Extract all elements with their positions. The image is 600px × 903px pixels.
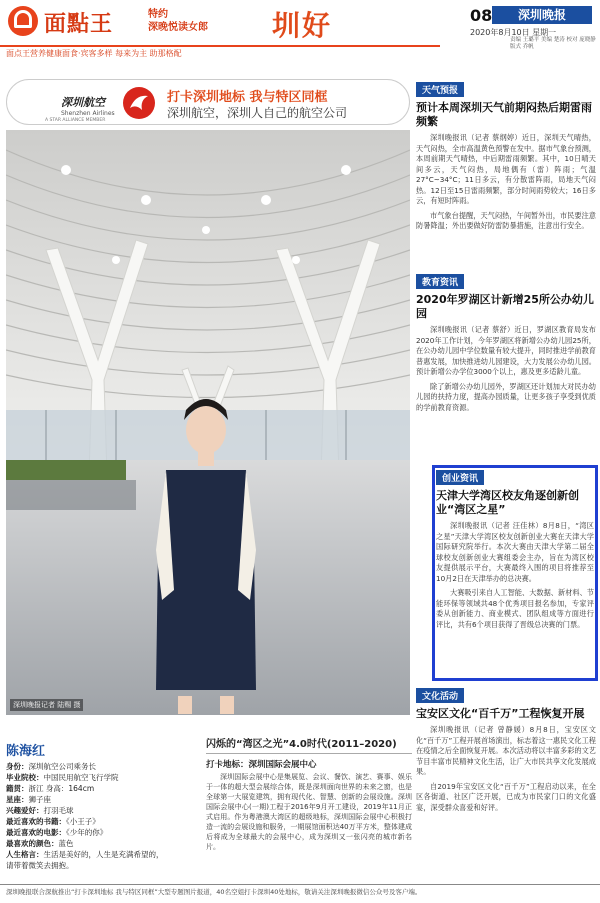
ad-tagline: 深圳航空，深圳人自己的航空公司 bbox=[167, 106, 348, 120]
profile-row bbox=[6, 816, 202, 827]
footer-rule bbox=[0, 884, 600, 885]
profile-row-key: 最近喜欢的书籍： bbox=[6, 817, 66, 826]
editor-credits: 责编 王璐平 美编 楚涛 校对 庞晓静 版式 乔帆 bbox=[510, 37, 596, 50]
main-photo bbox=[6, 130, 410, 715]
section-title: 圳好 bbox=[272, 9, 333, 42]
profile-row-key: 毕业院校： bbox=[6, 773, 44, 782]
brand-sub-line-2: 深晚悦读女郎 bbox=[148, 22, 208, 33]
profile-row bbox=[6, 849, 202, 860]
ad-headline: 打卡深圳地标 我与特区同框 bbox=[167, 90, 328, 105]
airline-ad-banner bbox=[6, 79, 410, 125]
weather-body-1: 深圳晚报讯（记者 蔡纲婷）近日，深圳天气晴热，天气闷热，全市高温黄色预警在发中。据市气象台预测，本周前期天气晴热，中后期雷雨频繁。其中，10日晴天间多云，天气闷热，局地偶有（雷）阵雨；气温27°C~34°C；11日多云，有分散雷阵雨，局地天气闷热。12日至15日雷雨频繁，部分时间雨势较大；16日多云，有短时阵雨。 bbox=[416, 133, 596, 205]
tianjin-body-1: 深圳晚报讯（记者 汪佳林）8月8日，“湾区之星”天津大学湾区校友创新创业大赛在天津大学国际研究院举行。本次大赛由天津大学第二届全球校友创新创业大赛组委会主办，旨在为湾区校友提供展示平台，大赛最终入围的项目将推荐至10月2日在天津举办的总决赛。 bbox=[436, 521, 594, 583]
tianjin-title: 天津大学湾区校友角逐创新创业“湾区之星” bbox=[436, 489, 579, 516]
education-body-2: 除了新增公办幼儿园外，罗湖区还计划加大对民办幼儿园的扶持力度，提高办园质量，让更多孩子享受到优质的学前教育资源。 bbox=[416, 381, 596, 412]
profile-row bbox=[6, 827, 202, 838]
landmark-body: 深圳国际会展中心是集展览、会议、餐饮、演艺、赛事、娱乐于一体的超大型会展综合体，既是深圳面向世界的未来之窗，也是全球第一大展览建筑，拥有现代化、智慧、创新的会展设施。深圳国际会展中心(一期)工程于2016年9月开工建设，2019年11月正式启用。作为粤港澳大湾区的超级地标，深圳国际会展中心积极打造一流的会展设施和服务，一期展馆面积达40万平方米，整体建成后将成为全球最大的会展中心，成为深圳又一张闪亮的城市新名片。 bbox=[206, 773, 412, 851]
slogan-bar: 面点王营养健康面食·宾客多样 每来为主 助那格配 bbox=[6, 49, 182, 58]
airline-name-en: Shenzhen Airlines bbox=[61, 110, 115, 117]
page-number: 08 bbox=[470, 6, 493, 25]
weather-title: 预计本周深圳天气前期闷热后期雷雨频繁 bbox=[416, 101, 592, 128]
profile-row bbox=[6, 794, 202, 805]
profile-row bbox=[6, 772, 202, 783]
profile-row bbox=[6, 783, 202, 794]
highlight-frame bbox=[432, 465, 598, 681]
photo-credit: 深圳晚报记者 陆赐 摄 bbox=[10, 699, 83, 711]
weather-tag: 天气预报 bbox=[416, 82, 464, 97]
alliance-label: A STAR ALLIANCE MEMBER bbox=[45, 118, 106, 123]
profile-row-value: 蓝色 bbox=[58, 839, 74, 848]
profile-row-value: 《小王子》 bbox=[66, 817, 100, 826]
tianjin-body-2: 大赛吸引来自人工智能、大数据、新材料、节能环保等领域共48个优秀项目报名参加，专家评委从创新能力、商业模式、团队组成等方面进行评比，共有6个项目获得了晋级总决赛的门票。 bbox=[436, 588, 594, 629]
terminal-illustration bbox=[6, 130, 410, 715]
profile-row bbox=[6, 805, 202, 816]
culture-body-2: 自2019年宝安区文化“百千万”工程启动以来，在全区各街道、社区广泛开展，已成为市民家门口的文化盛宴，深受群众喜爱和好评。 bbox=[416, 781, 596, 812]
issue-date: 2020年8月10日 星期一 bbox=[470, 28, 557, 37]
culture-title: 宝安区文化“百千万”工程恢复开展 bbox=[416, 707, 585, 720]
profile-details bbox=[6, 761, 202, 871]
profile-row bbox=[6, 860, 202, 871]
profile-row-value: 中国民用航空飞行学院 bbox=[43, 773, 119, 782]
weather-body-2: 市气象台提醒，天气闷热，午间暂外出，市民要注意防暑降温；外出要做好防雷防暴措施，注意出行安全。 bbox=[416, 210, 596, 230]
education-article bbox=[416, 270, 596, 413]
profile-row bbox=[6, 761, 202, 772]
profile-row-value: 《少年的你》 bbox=[66, 828, 108, 837]
profile-row-key: 身份： bbox=[6, 762, 29, 771]
profile-row-key: 最近喜欢的电影： bbox=[6, 828, 66, 837]
brand-subtitle bbox=[148, 8, 208, 34]
profile-row-value: 生活是美好的，人生是充满希望的， bbox=[43, 850, 164, 859]
landmark-column-heading: 闪烁的“湾区之光”4.0时代(2011–2020) bbox=[206, 735, 412, 754]
profile-row-key: 籍贯： bbox=[6, 784, 29, 793]
profile-row-value: 狮子座 bbox=[28, 795, 51, 804]
footer-note: 深圳晚报联合深航推出“打卡深圳地标 我与特区同框”大型专题图片报道，40名空姐打卡深圳40处地标，敬请关注深圳晚报微信公众号及客户端。 bbox=[6, 888, 422, 896]
landmark-subtitle: 打卡地标：深圳国际会展中心 bbox=[206, 760, 317, 770]
profile-row-key: 兴趣爱好： bbox=[6, 806, 44, 815]
education-title: 2020年罗湖区计新增25所公办幼儿园 bbox=[416, 293, 594, 320]
profile-row-key: 最喜欢的颜色： bbox=[6, 839, 59, 848]
brand-name: 面點王 bbox=[44, 11, 114, 37]
landmark-column bbox=[206, 735, 412, 883]
brand-logo-icon bbox=[8, 6, 38, 36]
profile-row-value: 打羽毛球 bbox=[43, 806, 74, 815]
education-body-1: 深圳晚报讯（记者 蔡舒）近日，罗湖区教育局发布2020年工作计划，今年罗湖区将新增公办幼儿园25所，在公办幼儿园中学位数量有较大提升，同时推进学前教育普惠发展，加快推进幼儿园建设，大力发展公办幼儿园。预计新增公办学位3000个以上，惠及更多适龄儿童。 bbox=[416, 325, 596, 376]
profile-row-key: 人生格言： bbox=[6, 850, 44, 859]
profile-row-value: 请带着微笑去拥抱。 bbox=[6, 861, 74, 870]
profile-row-value: 深圳航空公司乘务长 bbox=[28, 762, 96, 771]
brand-sub-line-1: 特约 bbox=[148, 9, 168, 20]
airline-name-cn: 深圳航空 bbox=[61, 96, 105, 109]
phoenix-logo-icon bbox=[122, 86, 156, 120]
education-tag: 教育资讯 bbox=[416, 274, 464, 289]
tianjin-tag: 创业资讯 bbox=[436, 470, 484, 485]
culture-article bbox=[416, 684, 596, 813]
profile-row-key: 星座： bbox=[6, 795, 29, 804]
profile-name: 陈海红 bbox=[6, 744, 46, 759]
profile-row-value: 浙江 身高：164cm bbox=[28, 784, 95, 793]
newspaper-logo: 深圳晚报 bbox=[492, 6, 592, 24]
attendant-profile bbox=[6, 740, 202, 880]
masthead bbox=[0, 0, 600, 50]
weather-article bbox=[416, 78, 596, 232]
culture-body-1: 深圳晚报讯（记者 曾静媛）8月8日，宝安区文化“百千万”工程开展首场演出，标志着这一惠民文化工程在疫情之后全面恢复开展。本次活动将以丰富多彩的文艺节目丰富市民精神文化生活，让广大市民共享文化发展成果。 bbox=[416, 725, 596, 776]
profile-row bbox=[6, 838, 202, 849]
culture-tag: 文化活动 bbox=[416, 688, 464, 703]
